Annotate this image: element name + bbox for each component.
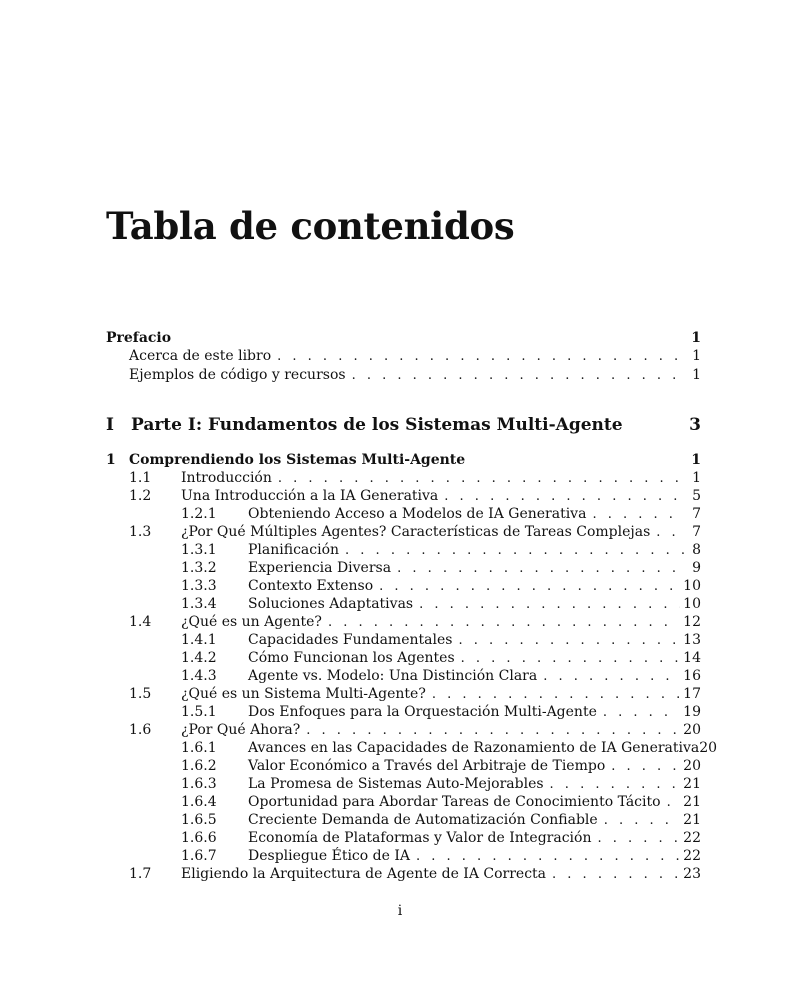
dot-leader xyxy=(461,650,681,668)
subsection-label: Avances en las Capacidades de Razonamiento de IA Generativa xyxy=(248,740,700,756)
section-label: ¿Por Qué Múltiples Agentes? Características de Tareas Complejas xyxy=(181,524,651,540)
part-number: I xyxy=(106,415,114,435)
dot-leader xyxy=(416,848,680,866)
subsection-number: 1.6.7 xyxy=(181,848,217,864)
section-page: 12 xyxy=(683,614,701,630)
dot-leader xyxy=(419,596,680,614)
dot-leader xyxy=(667,794,681,812)
subsection-label: Valor Económico a Través del Arbitraje de Tiempo xyxy=(248,758,606,774)
toc-section[interactable] xyxy=(106,613,701,631)
section-label: Una Introducción a la IA Generativa xyxy=(181,488,439,504)
toc-subsection[interactable] xyxy=(106,847,701,865)
section-page: 1 xyxy=(692,470,701,486)
subsection-label: Planificación xyxy=(248,542,340,558)
toc-subsection[interactable] xyxy=(106,829,701,847)
subsection-number: 1.2.1 xyxy=(181,506,217,522)
section-number: 1.1 xyxy=(129,470,152,486)
subsection-number: 1.6.3 xyxy=(181,776,217,792)
toc-subsection[interactable] xyxy=(106,667,701,685)
toc-section[interactable] xyxy=(106,469,701,487)
subsection-label: Capacidades Fundamentales xyxy=(248,632,453,648)
subsection-number: 1.6.2 xyxy=(181,758,217,774)
subsection-page: 21 xyxy=(683,794,701,810)
dot-leader xyxy=(592,506,684,524)
subsection-label: Agente vs. Modelo: Una Distinción Clara xyxy=(248,668,538,684)
dot-leader xyxy=(306,722,680,740)
subsection-page: 21 xyxy=(683,776,701,792)
subsection-label: Obteniendo Acceso a Modelos de IA Generativa xyxy=(248,506,587,522)
chapter-page: 1 xyxy=(691,452,701,468)
subsection-number: 1.4.1 xyxy=(181,632,217,648)
toc-subsection[interactable] xyxy=(106,541,701,559)
section-number: 1.5 xyxy=(129,686,152,702)
toc-entry-page: 1 xyxy=(691,330,701,346)
toc-subsection[interactable] xyxy=(106,703,701,721)
subsection-page: 16 xyxy=(683,668,701,684)
chapter-number: 1 xyxy=(106,452,116,468)
dot-leader xyxy=(552,866,680,884)
subsection-page: 19 xyxy=(683,704,701,720)
subsection-label: Despliegue Ético de IA xyxy=(248,848,410,864)
toc-section[interactable] xyxy=(106,487,701,505)
dot-leader xyxy=(444,488,684,506)
subsection-label: Economía de Plataformas y Valor de Integración xyxy=(248,830,592,846)
subsection-label: Dos Enfoques para la Orquestación Multi-Agente xyxy=(248,704,597,720)
toc-entry[interactable] xyxy=(106,347,701,365)
section-page: 23 xyxy=(683,866,701,882)
page-number: i xyxy=(397,903,403,919)
section-number: 1.4 xyxy=(129,614,152,630)
table-of-contents xyxy=(106,0,718,993)
toc-section[interactable] xyxy=(106,685,701,703)
dot-leader xyxy=(604,812,680,830)
toc-entry-page: 1 xyxy=(692,348,701,364)
subsection-number: 1.5.1 xyxy=(181,704,217,720)
toc-subsection[interactable] xyxy=(106,577,701,595)
subsection-page: 9 xyxy=(692,560,701,576)
dot-leader xyxy=(550,776,681,794)
subsection-label: Experiencia Diversa xyxy=(248,560,392,576)
section-page: 17 xyxy=(683,686,701,702)
subsection-page: 22 xyxy=(683,848,701,864)
subsection-number: 1.3.2 xyxy=(181,560,217,576)
subsection-page: 8 xyxy=(692,542,701,558)
toc-subsection[interactable] xyxy=(106,739,718,757)
section-label: Introducción xyxy=(181,470,272,486)
part-page: 3 xyxy=(689,415,701,435)
subsection-number: 1.4.3 xyxy=(181,668,217,684)
subsection-page: 7 xyxy=(692,506,701,522)
subsection-page: 20 xyxy=(683,758,701,774)
section-label: ¿Qué es un Sistema Multi-Agente? xyxy=(181,686,426,702)
toc-chapter[interactable] xyxy=(106,451,701,469)
dot-leader xyxy=(328,614,680,632)
section-number: 1.7 xyxy=(129,866,152,882)
dot-leader xyxy=(458,632,680,650)
section-label: ¿Por Qué Ahora? xyxy=(181,722,301,738)
section-page: 5 xyxy=(692,488,701,504)
dot-leader xyxy=(397,560,684,578)
toc-preface[interactable] xyxy=(106,329,701,347)
toc-section[interactable] xyxy=(106,721,701,739)
subsection-label: La Promesa de Sistemas Auto-Mejorables xyxy=(248,776,544,792)
toc-part[interactable] xyxy=(106,414,701,436)
dot-leader xyxy=(543,668,680,686)
dot-leader xyxy=(379,578,680,596)
subsection-page: 20 xyxy=(699,740,718,756)
toc-subsection[interactable] xyxy=(106,631,701,649)
toc-subsection[interactable] xyxy=(106,505,701,523)
section-page: 20 xyxy=(683,722,701,738)
toc-subsection[interactable] xyxy=(106,793,701,811)
subsection-page: 21 xyxy=(683,812,701,828)
dot-leader xyxy=(432,686,680,704)
section-page: 7 xyxy=(692,524,701,540)
subsection-number: 1.4.2 xyxy=(181,650,217,666)
section-number: 1.6 xyxy=(129,722,152,738)
subsection-page: 22 xyxy=(683,830,701,846)
toc-subsection[interactable] xyxy=(106,649,701,667)
chapter-label: Comprendiendo los Sistemas Multi-Agente xyxy=(129,452,466,468)
subsection-page: 10 xyxy=(683,578,701,594)
section-label: Eligiendo la Arquitectura de Agente de IA Correcta xyxy=(181,866,547,882)
dot-leader xyxy=(656,524,684,542)
section-number: 1.2 xyxy=(129,488,152,504)
part-label: Parte I: Fundamentos de los Sistemas Multi-Agente xyxy=(131,415,623,435)
page-title: Tabla de contenidos xyxy=(106,204,515,248)
dot-leader xyxy=(597,830,680,848)
subsection-number: 1.6.6 xyxy=(181,830,217,846)
subsection-label: Oportunidad para Abordar Tareas de Conocimiento Tácito xyxy=(248,794,661,810)
dot-leader xyxy=(277,348,684,366)
section-number: 1.3 xyxy=(129,524,152,540)
section-label: ¿Qué es un Agente? xyxy=(181,614,322,630)
dot-leader xyxy=(611,758,680,776)
dot-leader xyxy=(278,470,684,488)
subsection-number: 1.6.4 xyxy=(181,794,217,810)
subsection-label: Soluciones Adaptativas xyxy=(248,596,414,612)
subsection-label: Contexto Extenso xyxy=(248,578,374,594)
dot-leader xyxy=(345,542,684,560)
subsection-number: 1.6.5 xyxy=(181,812,217,828)
toc-section[interactable] xyxy=(106,523,701,541)
toc-subsection[interactable] xyxy=(106,559,701,577)
toc-entry[interactable] xyxy=(106,366,701,384)
toc-entry-page: 1 xyxy=(692,367,701,383)
toc-entry-label: Ejemplos de código y recursos xyxy=(129,367,346,383)
toc-subsection[interactable] xyxy=(106,811,701,829)
subsection-number: 1.3.3 xyxy=(181,578,217,594)
subsection-page: 13 xyxy=(683,632,701,648)
subsection-page: 14 xyxy=(683,650,701,666)
dot-leader xyxy=(603,704,680,722)
subsection-number: 1.6.1 xyxy=(181,740,217,756)
subsection-page: 10 xyxy=(683,596,701,612)
subsection-number: 1.3.4 xyxy=(181,596,217,612)
dot-leader xyxy=(352,367,684,385)
toc-subsection[interactable] xyxy=(106,775,701,793)
toc-section[interactable] xyxy=(106,865,701,883)
toc-entry-label: Acerca de este libro xyxy=(129,348,272,364)
toc-subsection[interactable] xyxy=(106,595,701,613)
toc-subsection[interactable] xyxy=(106,757,701,775)
subsection-label: Cómo Funcionan los Agentes xyxy=(248,650,455,666)
subsection-label: Creciente Demanda de Automatización Confiable xyxy=(248,812,598,828)
subsection-number: 1.3.1 xyxy=(181,542,217,558)
toc-entry-label: Prefacio xyxy=(106,330,172,346)
